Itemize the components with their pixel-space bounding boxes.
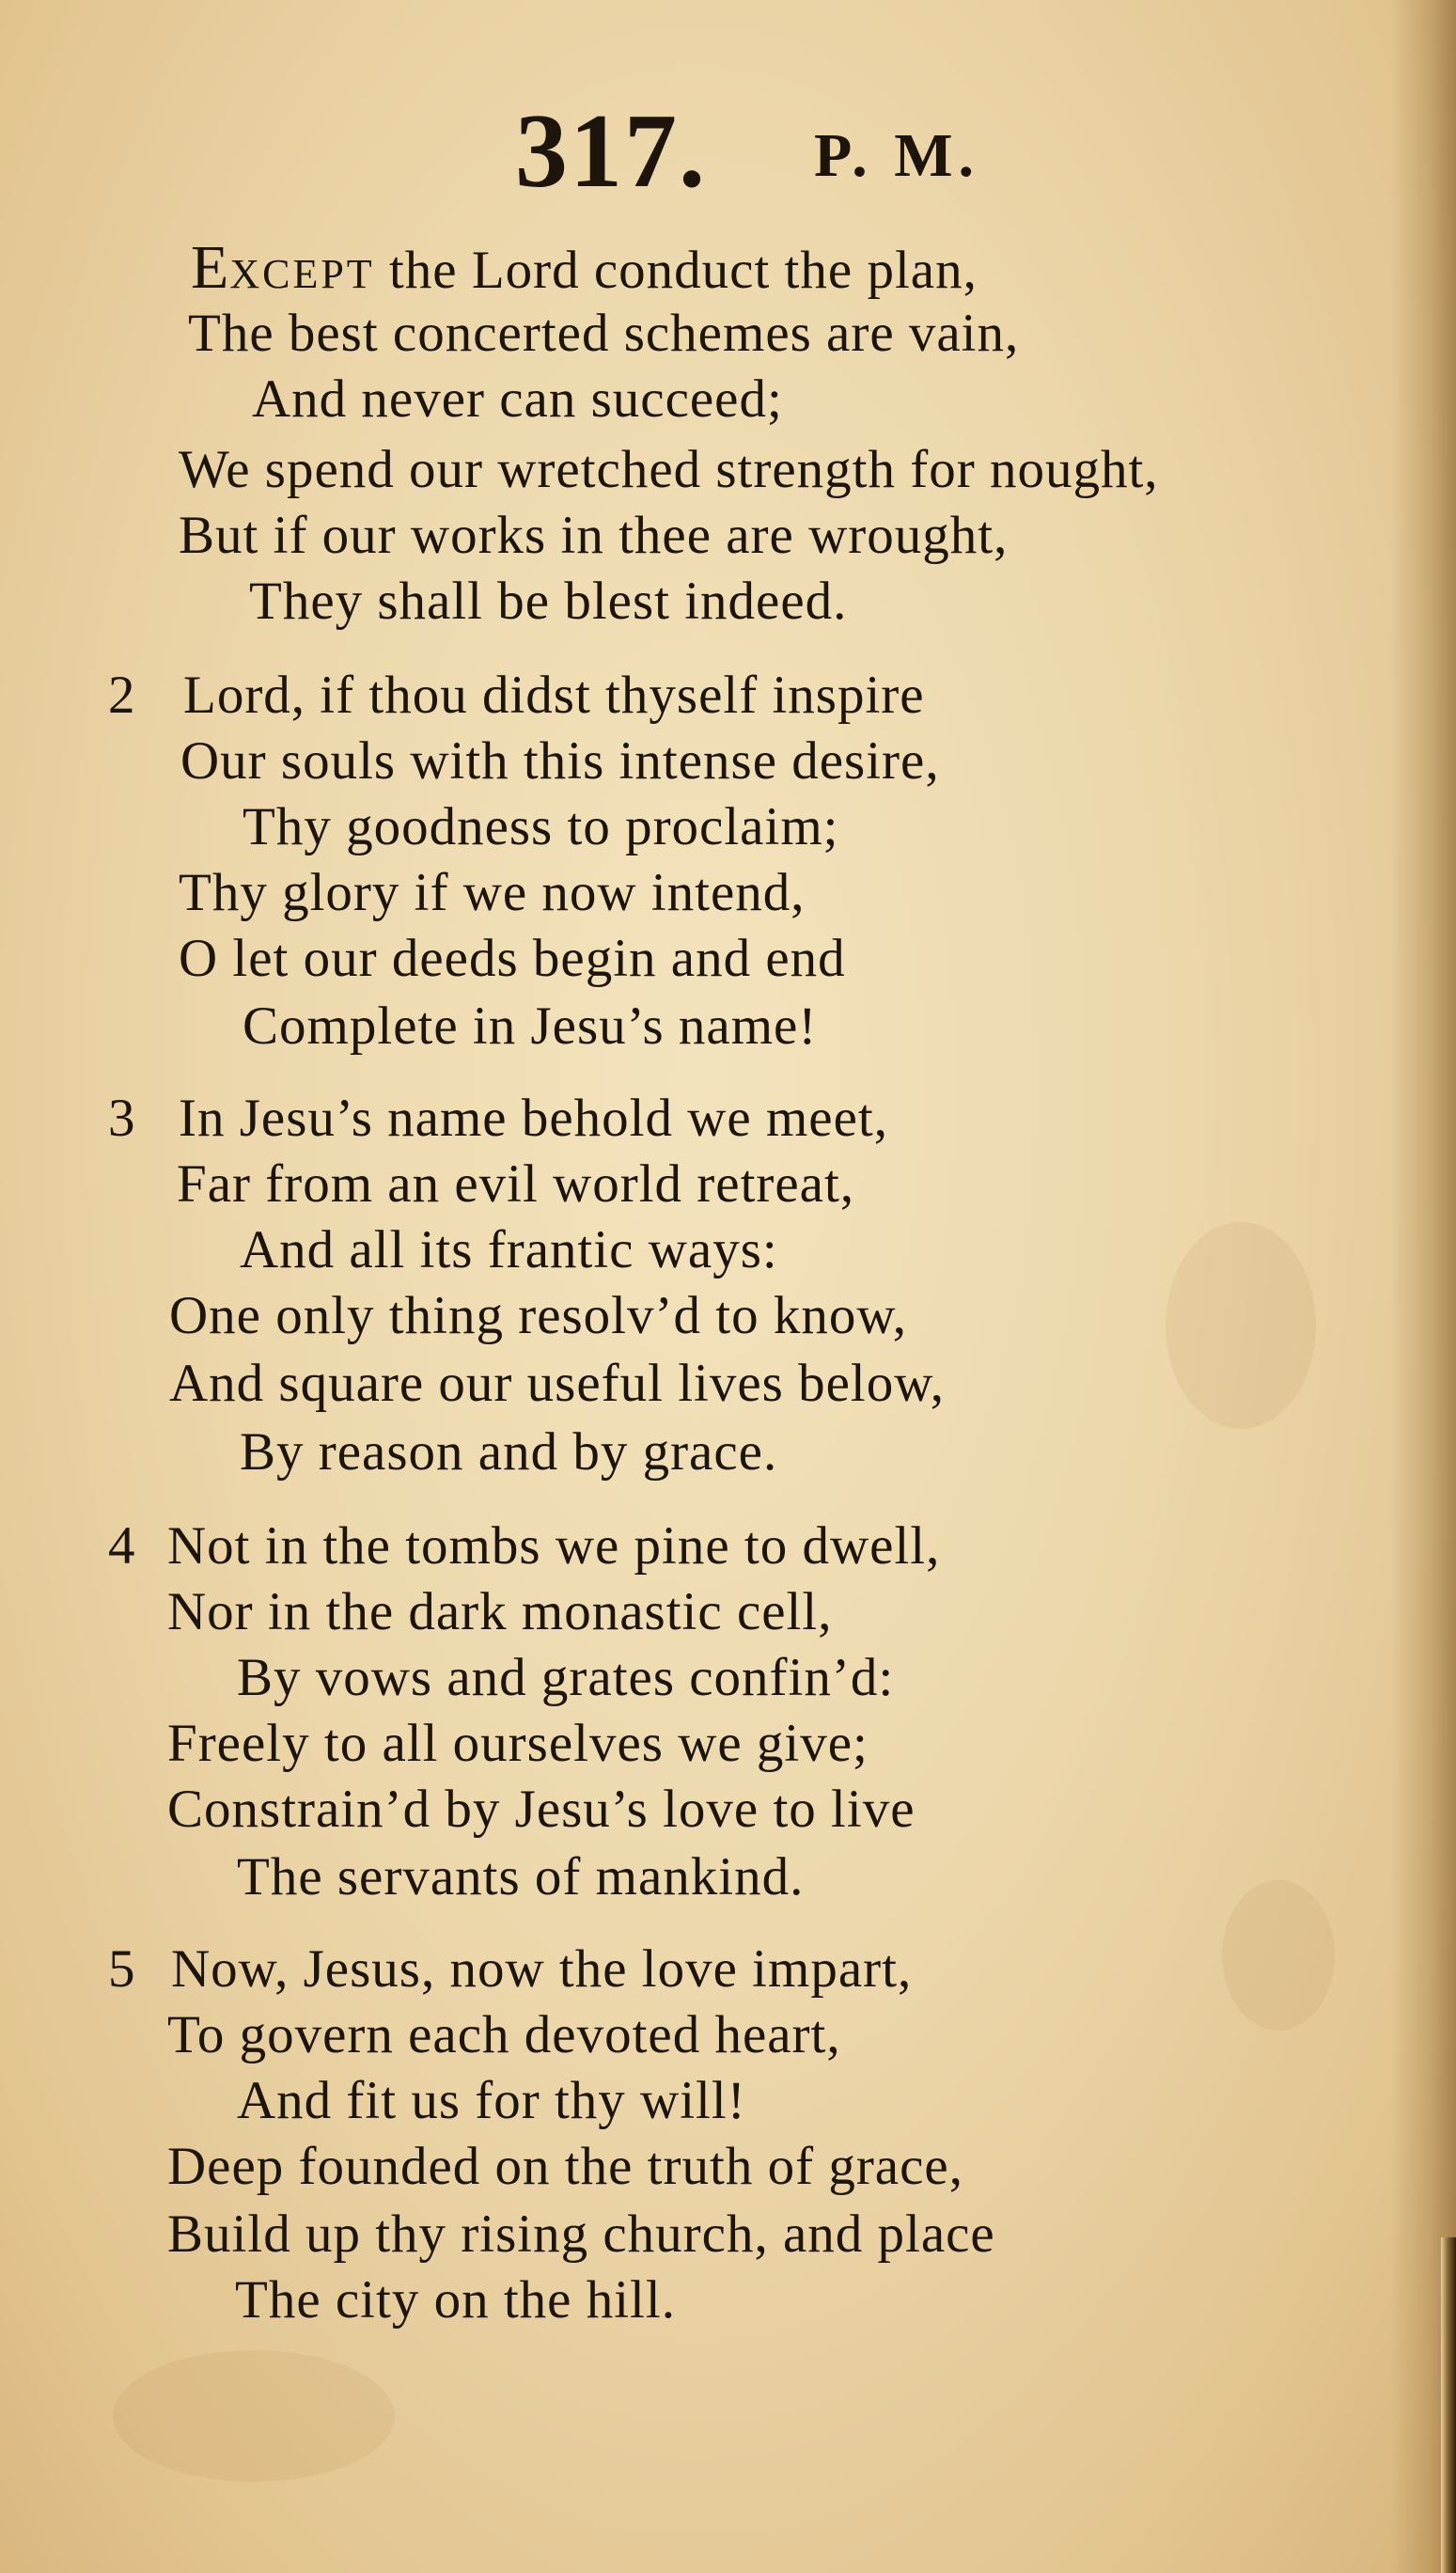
stanza-line: By reason and by grace. bbox=[240, 1422, 778, 1482]
page-edge-strip bbox=[1441, 2237, 1456, 2573]
stanza-line: We spend our wretched strength for nought, bbox=[179, 440, 1159, 499]
stanza-line: But if our works in thee are wrought, bbox=[179, 506, 1009, 565]
stanza-line: And never can succeed; bbox=[252, 369, 783, 429]
stanza-line: Thy glory if we now intend, bbox=[179, 863, 806, 922]
stanza-line: The servants of mankind. bbox=[237, 1847, 805, 1906]
stanza-line: The city on the hill. bbox=[235, 2270, 676, 2330]
stanza-line: And square our useful lives below, bbox=[169, 1354, 945, 1413]
stanza-line: And fit us for thy will! bbox=[237, 2071, 746, 2130]
drop-initial: E bbox=[191, 233, 230, 302]
stanza-line: Far from an evil world retreat, bbox=[177, 1154, 855, 1214]
stanza-line: And all its frantic ways: bbox=[240, 1220, 778, 1279]
hymn-header bbox=[0, 93, 1456, 212]
stanza-line: O let our deeds begin and end bbox=[179, 929, 846, 988]
stanza-line: They shall be blest indeed. bbox=[249, 572, 848, 631]
stanza-line: Complete in Jesu’s name! bbox=[243, 996, 818, 1056]
stanza-line: To govern each devoted heart, bbox=[167, 2005, 841, 2064]
paper-stain bbox=[113, 2350, 395, 2482]
stanza-number: 2 bbox=[108, 666, 135, 725]
stanza-line: Nor in the dark monastic cell, bbox=[167, 1582, 833, 1641]
stanza-number: 5 bbox=[108, 1939, 135, 1999]
stanza-line: Our souls with this intense desire, bbox=[180, 731, 940, 791]
stanza-line: Build up thy rising church, and place bbox=[167, 2204, 995, 2264]
paper-stain bbox=[1222, 1880, 1335, 2031]
stanza-line: By vows and grates confin’d: bbox=[237, 1648, 895, 1707]
page-edge-shadow bbox=[1390, 0, 1456, 2573]
stanza-line: Thy goodness to proclaim; bbox=[243, 797, 839, 856]
stanza-number: 3 bbox=[108, 1089, 135, 1148]
stanza-line: The best concerted schemes are vain, bbox=[188, 304, 1020, 363]
stanza-line: One only thing resolv’d to know, bbox=[169, 1286, 908, 1345]
stanza-line: Constrain’d by Jesu’s love to live bbox=[167, 1780, 916, 1839]
stanza-line: Freely to all ourselves we give; bbox=[167, 1714, 869, 1773]
paper-stain bbox=[1166, 1222, 1316, 1429]
stanza-number: 4 bbox=[108, 1516, 135, 1576]
stanza-line: Deep founded on the truth of grace, bbox=[167, 2137, 963, 2196]
stanza-line: In Jesu’s name behold we meet, bbox=[179, 1089, 888, 1148]
stanza-line: Not in the tombs we pine to dwell, bbox=[167, 1516, 941, 1576]
small-caps-lead: XCEPT bbox=[229, 251, 375, 297]
hymn-number: 317. bbox=[515, 93, 707, 210]
hymn-meter: P. M. bbox=[814, 121, 980, 190]
stanza-line: Now, Jesus, now the love impart, bbox=[171, 1939, 913, 1999]
stanza-line bbox=[191, 235, 978, 307]
stanza-line: Lord, if thou didst thyself inspire bbox=[183, 666, 925, 725]
line-text: the Lord conduct the plan, bbox=[374, 241, 978, 300]
